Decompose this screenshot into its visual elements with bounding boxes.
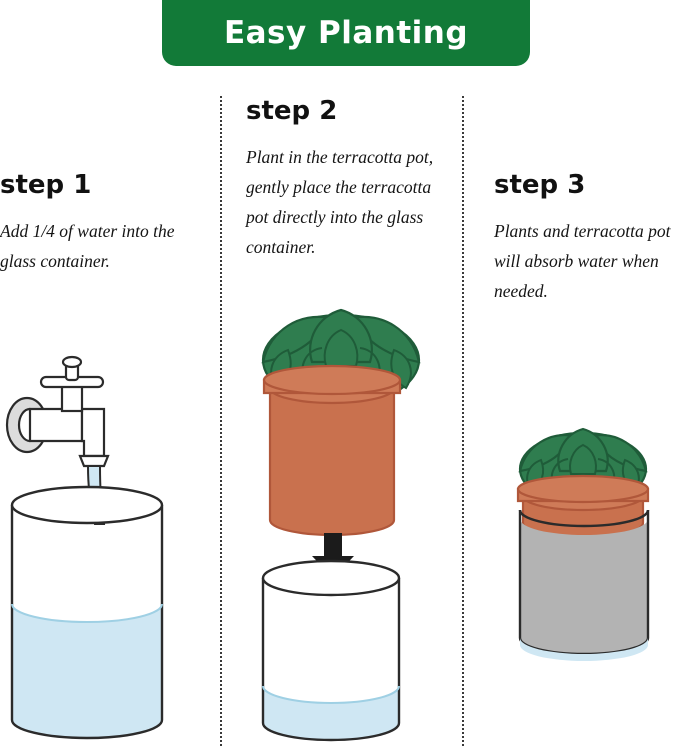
step-1-title: step 1 [0, 170, 92, 200]
step-2-illustration [263, 310, 419, 740]
glass-container-step2 [263, 561, 399, 740]
step-3-title: step 3 [494, 170, 586, 200]
column-divider-2 [462, 96, 464, 746]
succulent-plant-step3 [520, 429, 646, 505]
down-arrow-icon [312, 533, 354, 578]
step-2-title: step 2 [246, 96, 338, 126]
step-1-body: Add 1/4 of water into the glass container. [0, 221, 175, 271]
step-3-column [494, 170, 679, 306]
step-2-column [246, 96, 456, 262]
step-1-column [0, 170, 214, 276]
terracotta-pot-step3 [518, 476, 648, 537]
faucet-icon [7, 357, 108, 466]
glass-container-step1 [12, 487, 162, 738]
step-3-illustration [518, 429, 648, 661]
terracotta-pot-step2 [264, 366, 400, 535]
header-banner [162, 0, 530, 66]
water-stream [88, 466, 104, 524]
column-divider-1 [220, 96, 222, 746]
step-3-body: Plants and terracotta pot will absorb water when needed. [494, 221, 671, 301]
succulent-plant-step2 [263, 310, 419, 405]
glass-container-step3 [520, 510, 648, 661]
step-1-illustration [7, 357, 162, 738]
step-2-body: Plant in the terracotta pot, gently place the terracotta pot directly into the glass container. [246, 147, 434, 257]
page-title: Easy Planting [223, 15, 469, 51]
